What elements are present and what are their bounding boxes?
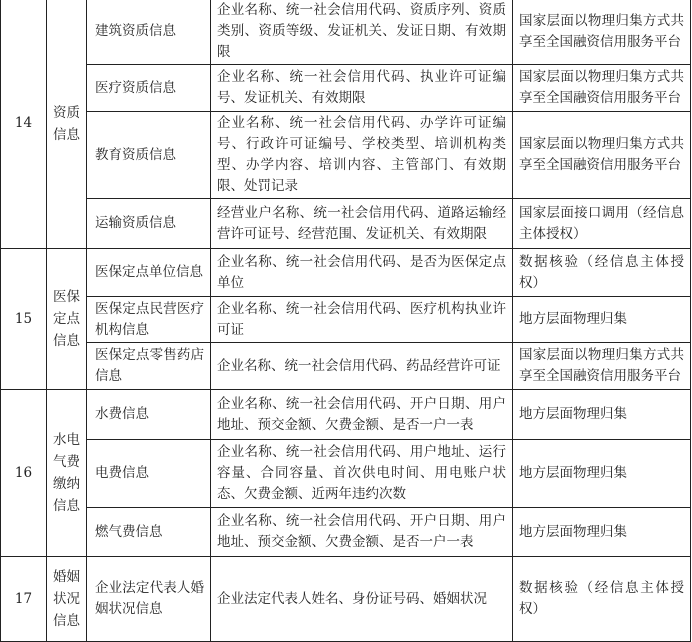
table-row	[1, 112, 691, 199]
item-name-cell: 医保定点民营医疗机构信息	[87, 297, 211, 343]
method-cell: 国家层面以物理归集方式共享至全国融资信用服务平台	[513, 112, 691, 199]
item-name-cell: 医保定点单位信息	[87, 249, 211, 297]
method-cell: 国家层面以物理归集方式共享至全国融资信用服务平台	[513, 343, 691, 390]
fields-cell: 企业名称、统一社会信用代码、药品经营许可证	[211, 343, 513, 390]
row-number: 16	[1, 390, 47, 557]
fields-cell: 企业名称、统一社会信用代码、办学许可证编号、行政许可证编号、学校类型、培训机构类型、办学内容、培训内容、主管部门、有效期限、处罚记录	[211, 112, 513, 199]
fields-cell: 经营业户名称、统一社会信用代码、道路运输经营许可证号、经营范围、发证机关、有效期限	[211, 199, 513, 249]
fields-cell: 企业名称、统一社会信用代码、开户日期、用户地址、预交金额、欠费金额、是否一户一表	[211, 390, 513, 440]
fields-cell: 企业名称、统一社会信用代码、用户地址、运行容量、合同容量、首次供电时间、用电账户状态、欠费金额、近两年违约次数	[211, 440, 513, 508]
category-cell: 水电气费缴纳信息	[47, 390, 87, 557]
method-cell: 地方层面物理归集	[513, 390, 691, 440]
row-number: 17	[1, 557, 47, 642]
row-number: 14	[1, 0, 47, 249]
row-number: 15	[1, 249, 47, 390]
method-cell: 国家层面接口调用（经信息主体授权）	[513, 199, 691, 249]
category-cell: 婚姻状况信息	[47, 557, 87, 642]
fields-cell: 企业名称、统一社会信用代码、是否为医保定点单位	[211, 249, 513, 297]
method-cell: 数据核验（经信息主体授权）	[513, 557, 691, 642]
fields-cell: 企业名称、统一社会信用代码、开户日期、用户地址、预交金额、欠费金额、是否一户一表	[211, 508, 513, 557]
table-row	[1, 297, 691, 343]
table-row	[1, 249, 691, 297]
item-name-cell: 电费信息	[87, 440, 211, 508]
fields-cell: 企业名称、统一社会信用代码、执业许可证编号、发证机关、有效期限	[211, 65, 513, 112]
item-name-cell: 教育资质信息	[87, 112, 211, 199]
category-cell: 资质信息	[47, 0, 87, 249]
method-cell: 国家层面以物理归集方式共享至全国融资信用服务平台	[513, 0, 691, 65]
item-name-cell: 建筑资质信息	[87, 0, 211, 65]
fields-cell: 企业法定代表人姓名、身份证号码、婚姻状况	[211, 557, 513, 642]
item-name-cell: 水费信息	[87, 390, 211, 440]
table-row	[1, 199, 691, 249]
fields-cell: 企业名称、统一社会信用代码、医疗机构执业许可证	[211, 297, 513, 343]
item-name-cell: 运输资质信息	[87, 199, 211, 249]
table-row	[1, 508, 691, 557]
item-name-cell: 企业法定代表人婚姻状况信息	[87, 557, 211, 642]
method-cell: 国家层面以物理归集方式共享至全国融资信用服务平台	[513, 65, 691, 112]
table-row	[1, 0, 691, 65]
method-cell: 地方层面物理归集	[513, 508, 691, 557]
table-row	[1, 343, 691, 390]
method-cell: 地方层面物理归集	[513, 440, 691, 508]
table-row	[1, 390, 691, 440]
table-row	[1, 65, 691, 112]
fields-cell: 企业名称、统一社会信用代码、资质序列、资质类别、资质等级、发证机关、发证日期、有效期限	[211, 0, 513, 65]
item-name-cell: 医保定点零售药店信息	[87, 343, 211, 390]
method-cell: 数据核验（经信息主体授权）	[513, 249, 691, 297]
method-cell: 地方层面物理归集	[513, 297, 691, 343]
item-name-cell: 燃气费信息	[87, 508, 211, 557]
category-cell: 医保定点信息	[47, 249, 87, 390]
item-name-cell: 医疗资质信息	[87, 65, 211, 112]
table-row	[1, 440, 691, 508]
